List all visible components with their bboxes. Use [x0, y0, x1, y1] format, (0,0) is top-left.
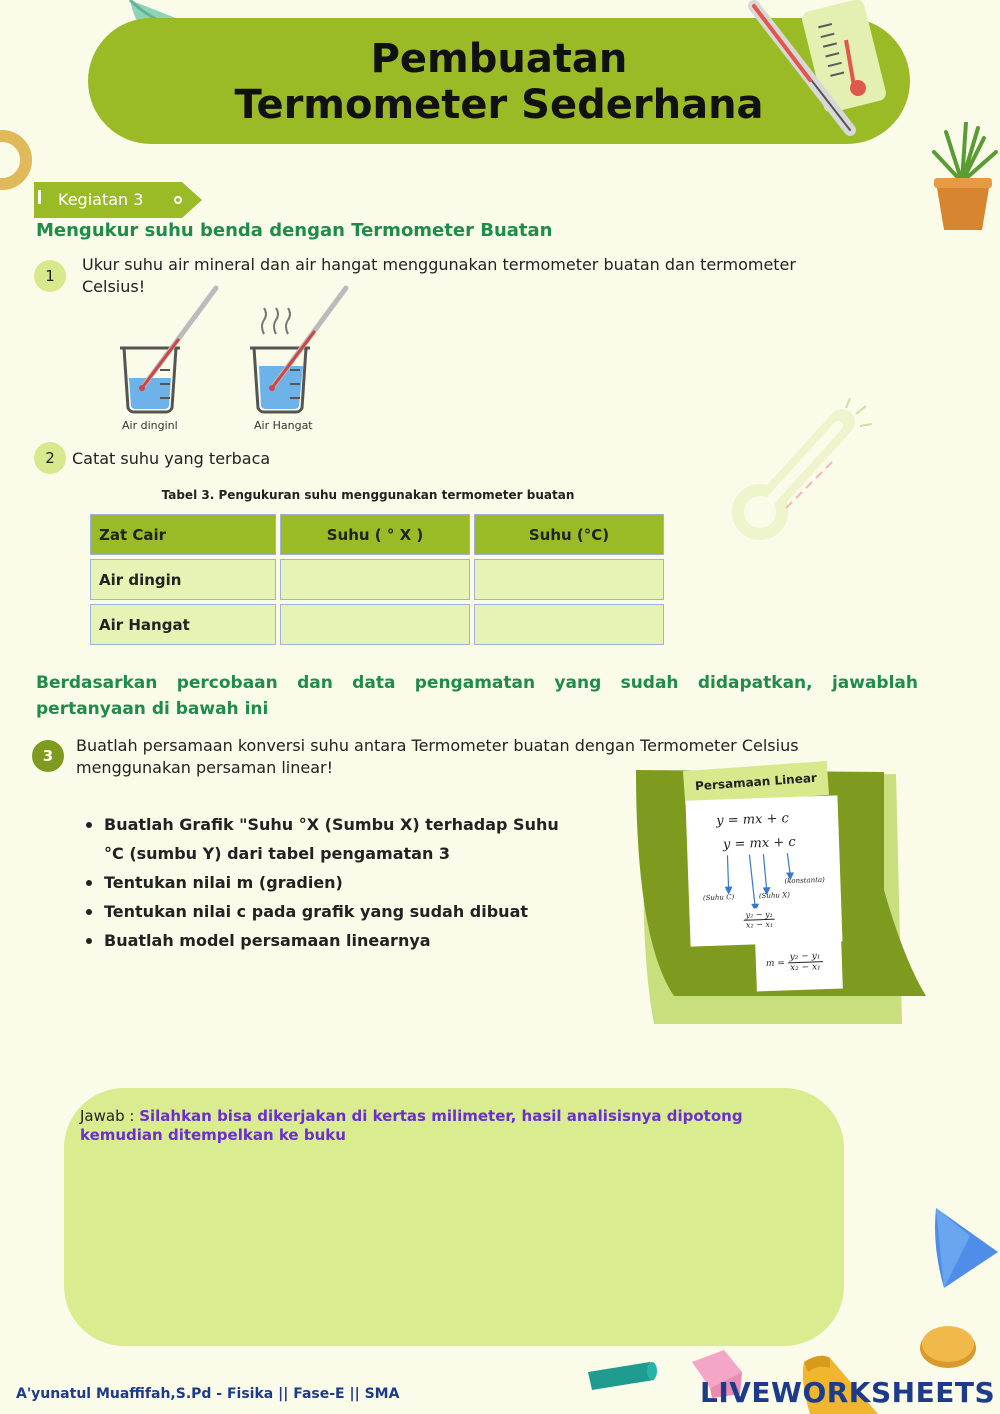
table-cell-substance: Air Hangat [90, 604, 276, 645]
table-caption: Tabel 3. Pengukuran suhu menggunakan termometer buatan [161, 488, 575, 502]
brand-logo: LIVEWORKSHEETS [700, 1376, 996, 1409]
activity-tag-label: Kegiatan 3 [58, 190, 144, 209]
list-item: Buatlah Grafik "Suhu °X (Sumbu X) terhadap Suhu °C (sumbu Y) dari tabel pengamatan 3 [84, 810, 584, 868]
step-1-badge: 1 [34, 260, 66, 292]
table-cell-suhu-x-input[interactable] [280, 604, 470, 645]
table-row [90, 559, 664, 600]
table-cell-suhu-c-input[interactable] [474, 559, 664, 600]
gradient-formula-card [755, 939, 843, 992]
beaker-caption-warm: Air Hangat [254, 419, 313, 432]
table-header-cell: Zat Cair [90, 514, 276, 555]
footer-author: A'yunatul Muaffifah,S.Pd - Fisika || Fase-E || SMA [16, 1386, 400, 1402]
warm-water-beaker-icon [248, 284, 352, 414]
coin-decoration-icon [918, 1322, 978, 1370]
formula-main: y = mx + c [722, 834, 796, 853]
activity-heading: Mengukur suhu benda dengan Termometer Buatan [36, 220, 553, 241]
ring-decoration-icon [0, 130, 32, 190]
var-y-label: (Suhu C) [702, 893, 735, 903]
table-cell-suhu-c-input[interactable] [474, 604, 664, 645]
slope-numerator: y₂ − y₁ [743, 910, 775, 921]
answer-hint: Silahkan bisa dikerjakan di kertas milimeter, hasil analisisnya dipotong kemudian ditempelkan ke buku [80, 1107, 743, 1144]
gradient-fraction [788, 951, 823, 973]
faded-thermometer-icon [726, 398, 874, 548]
question-heading: Berdasarkan percobaan dan data pengamatan yang sudah didapatkan, jawablah pertanyaan di bawah ini [36, 673, 918, 719]
step-1-text: Ukur suhu air mineral dan air hangat menggunakan termometer buatan dan termometer Celsius! [82, 255, 796, 296]
step-2-text: Catat suhu yang terbaca [72, 449, 271, 468]
cylinder-decoration-icon [584, 1358, 658, 1394]
measurement-table [86, 510, 668, 649]
formula-card [685, 795, 842, 946]
table-row [90, 604, 664, 645]
task-list [84, 810, 584, 955]
slope-denominator: x₂ − x₁ [745, 919, 774, 930]
cold-water-beaker-icon [118, 284, 222, 414]
step-3-badge: 3 [32, 740, 64, 772]
gradient-numerator: y₂ − y₁ [788, 951, 823, 963]
var-c-label: (konstanta) [784, 875, 825, 886]
table-cell-substance: Air dingin [90, 559, 276, 600]
list-item: Tentukan nilai c pada grafik yang sudah dibuat [84, 897, 584, 926]
thermometer-icon [740, 0, 900, 140]
step-2-badge: 2 [34, 442, 66, 474]
list-item: Tentukan nilai m (gradien) [84, 868, 584, 897]
table-header-cell: Suhu (°C) [474, 514, 664, 555]
gradient-lhs: m = [765, 958, 786, 970]
step-3-text: Buatlah persamaan konversi suhu antara Termometer buatan dengan Termometer Celsius menggunakan persaman linear! [76, 736, 799, 777]
beaker-caption-cold: Air dinginl [122, 419, 178, 432]
var-x-label: (Suhu X) [758, 891, 790, 901]
linear-equation-label: Persamaan Linear [683, 761, 829, 805]
table-header-cell: Suhu ( ° X ) [280, 514, 470, 555]
answer-text [80, 1107, 800, 1145]
gradient-denominator: x₂ − x₁ [789, 962, 821, 974]
slope-fraction [743, 910, 775, 930]
table-header-row [90, 514, 664, 555]
title-line-1: Pembuatan [370, 36, 628, 82]
cone-decoration-icon [930, 1206, 1000, 1290]
title-line-2: Termometer Sederhana [234, 82, 764, 128]
table-cell-suhu-x-input[interactable] [280, 559, 470, 600]
plant-pot-icon [926, 122, 1000, 234]
list-item: Buatlah model persamaan linearnya [84, 926, 584, 955]
formula-top: y = mx + c [715, 811, 790, 829]
answer-prefix: Jawab : [80, 1107, 140, 1125]
